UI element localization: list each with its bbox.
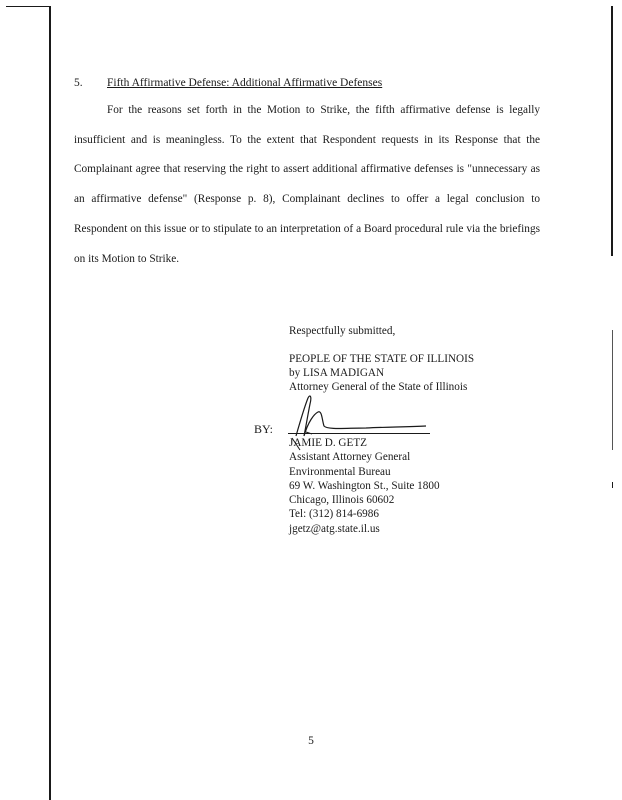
email-line: jgetz@atg.state.il.us [289, 522, 380, 535]
page-number: 5 [308, 735, 314, 747]
bureau-line: Environmental Bureau [289, 465, 391, 478]
scan-edge-left [49, 6, 51, 800]
section-title: Fifth Affirmative Defense: Additional Affirmative Defenses [107, 77, 383, 89]
by-label: BY: [254, 422, 273, 436]
body-paragraph: For the reasons set forth in the Motion to Strike, the fifth affirmative defense is legally insufficient and is meaningless. To the extent that Respondent requests in its Response that the Complainant agree that reserving the right to assert additional affirmative defenses is "unnecessary as an affirmative defense" (Response p. 8), Complainant declines to offer a legal conclusion to Respondent on this issue or to stipulate to an interpretation of a Board procedural rule via the briefings on its Motion to Strike. [74, 104, 540, 265]
party-name: PEOPLE OF THE STATE OF ILLINOIS [289, 353, 475, 365]
signature-block [289, 324, 474, 394]
by-line: by LISA MADIGAN [289, 367, 385, 379]
section-heading [74, 77, 382, 89]
signer-name: JAMIE D. GETZ [289, 437, 367, 449]
section-number: 5. [74, 77, 83, 89]
scan-edge-right-lower [612, 330, 613, 450]
office-line: Attorney General of the State of Illinois [289, 381, 468, 393]
address-line-2: Chicago, Illinois 60602 [289, 494, 395, 507]
scan-mark [612, 482, 613, 488]
signature-line [288, 433, 430, 434]
scan-edge-top [6, 6, 50, 7]
closing-line: Respectfully submitted, [289, 325, 396, 337]
signer-title: Assistant Attorney General [289, 451, 411, 464]
address-line-1: 69 W. Washington St., Suite 1800 [289, 479, 440, 492]
scan-edge-right [611, 6, 613, 256]
signer-details [289, 436, 440, 536]
phone-line: Tel: (312) 814-6986 [289, 508, 379, 521]
